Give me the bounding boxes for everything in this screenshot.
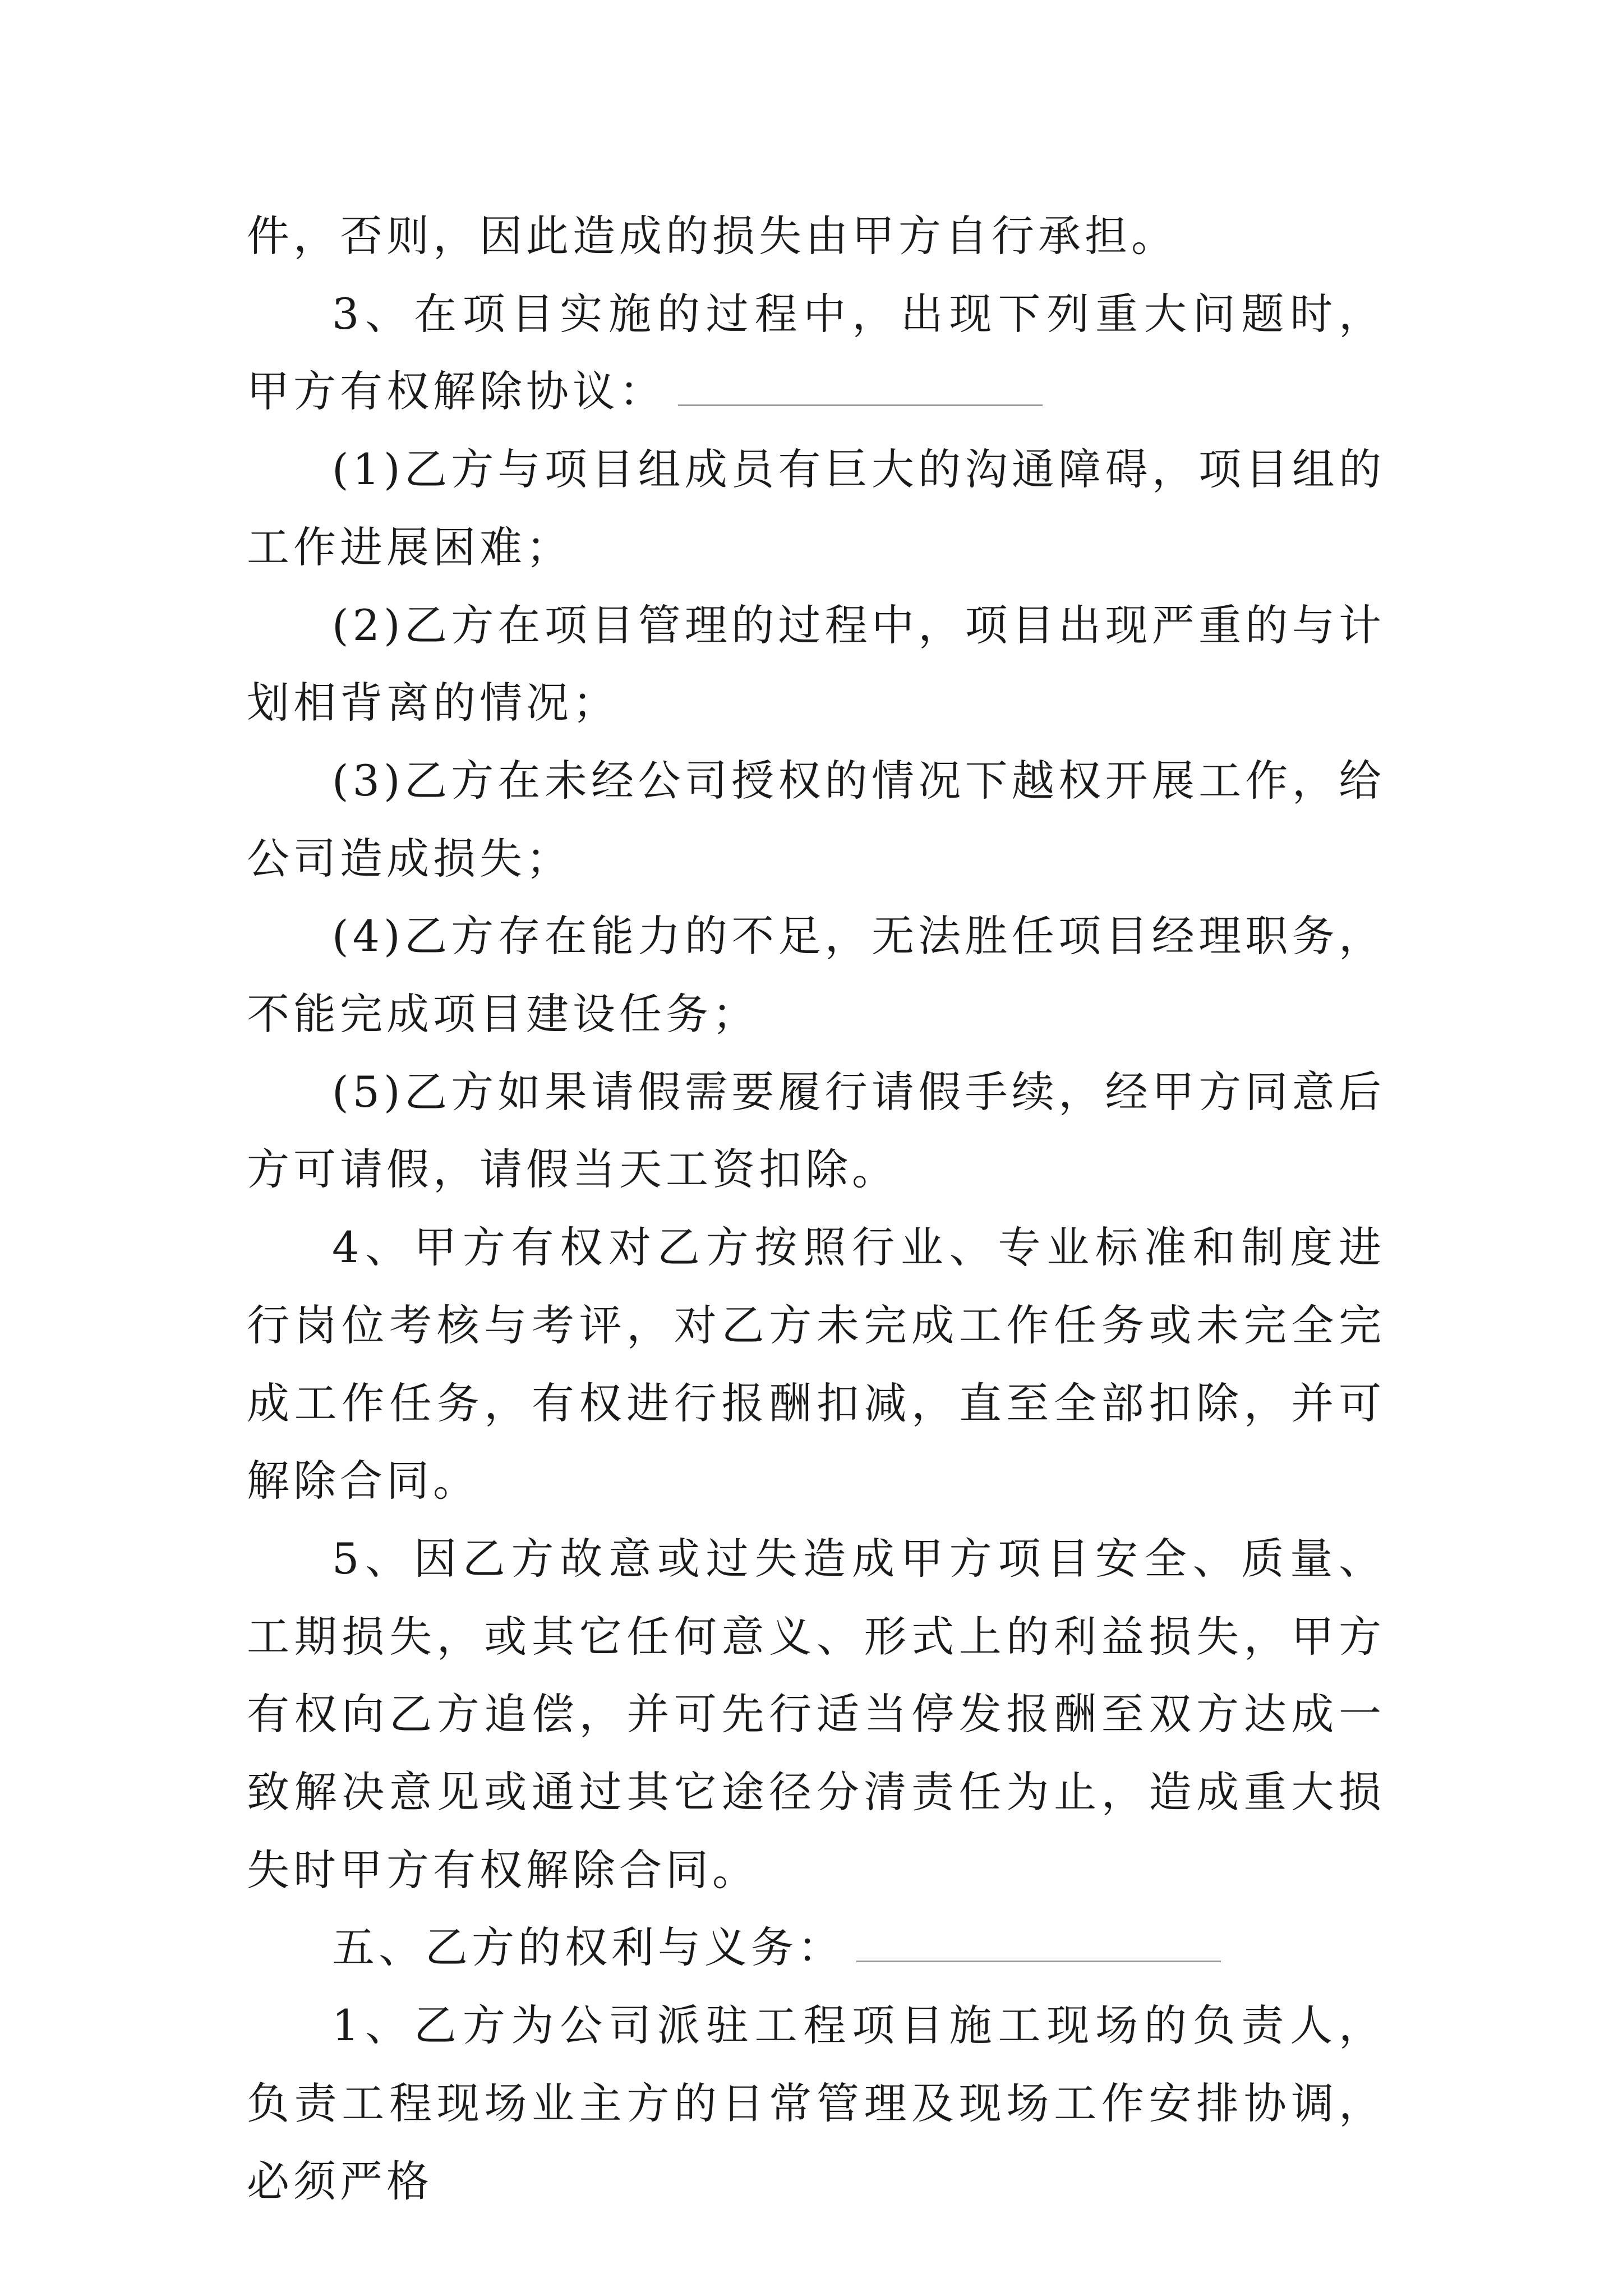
clause-3-item-5 <box>247 1053 1385 1209</box>
section-5-heading <box>247 1909 1385 1987</box>
fill-in-blank-line <box>856 1959 1221 1962</box>
paragraph-text: 4、甲方有权对乙方按照行业、专业标准和制度进行岗位考核与考评，对乙方未完成工作任务或未完全完成工作任务，有权进行报酬扣减，直至全部扣除，并可解除合同。 <box>247 1222 1385 1506</box>
paragraph-text: 1、乙方为公司派驻工程项目施工现场的负责人，负责工程现场业主方的日常管理及现场工作安排协调，必须严格 <box>247 2000 1385 2206</box>
paragraph-text: 件，否则，因此造成的损失由甲方自行承担。 <box>247 211 1178 261</box>
paragraph-text: (5)乙方如果请假需要履行请假手续，经甲方同意后方可请假，请假当天工资扣除。 <box>247 1066 1385 1195</box>
paragraph-text: (1)乙方与项目组成员有巨大的沟通障碍，项目组的工作进展困难； <box>247 444 1385 572</box>
clause-4-assessment <box>247 1209 1385 1520</box>
clause-3-item-4 <box>247 898 1385 1053</box>
clause-3-item-2 <box>247 587 1385 742</box>
paragraph-continuation <box>247 197 1385 275</box>
clause-3-item-3 <box>247 742 1385 898</box>
paragraph-text: (4)乙方存在能力的不足，无法胜任项目经理职务，不能完成项目建设任务； <box>247 911 1385 1039</box>
document-body <box>247 197 1385 2220</box>
paragraph-text: 五、乙方的权利与义务： <box>332 1922 844 1973</box>
clause-3-item-1 <box>247 431 1385 586</box>
section-5-clause-1 <box>247 1987 1385 2220</box>
paragraph-text: (3)乙方在未经公司授权的情况下越权开展工作，给公司造成损失； <box>247 755 1385 884</box>
clause-5-compensation <box>247 1520 1385 1910</box>
paragraph-text: 5、因乙方故意或过失造成甲方项目安全、质量、工期损失，或其它任何意义、形式上的利益损失，甲方有权向乙方追偿，并可先行适当停发报酬至双方达成一致解决意见或通过其它途径分清责任为止，造成重大损失时甲方有权解除合同。 <box>247 1533 1385 1895</box>
clause-3-termination-rights <box>247 275 1385 431</box>
paragraph-text: 3、在项目实施的过程中，出现下列重大问题时，甲方有权解除协议： <box>247 288 1385 417</box>
paragraph-text: (2)乙方在项目管理的过程中，项目出现严重的与计划相背离的情况； <box>247 600 1385 728</box>
fill-in-blank-line <box>678 403 1043 406</box>
